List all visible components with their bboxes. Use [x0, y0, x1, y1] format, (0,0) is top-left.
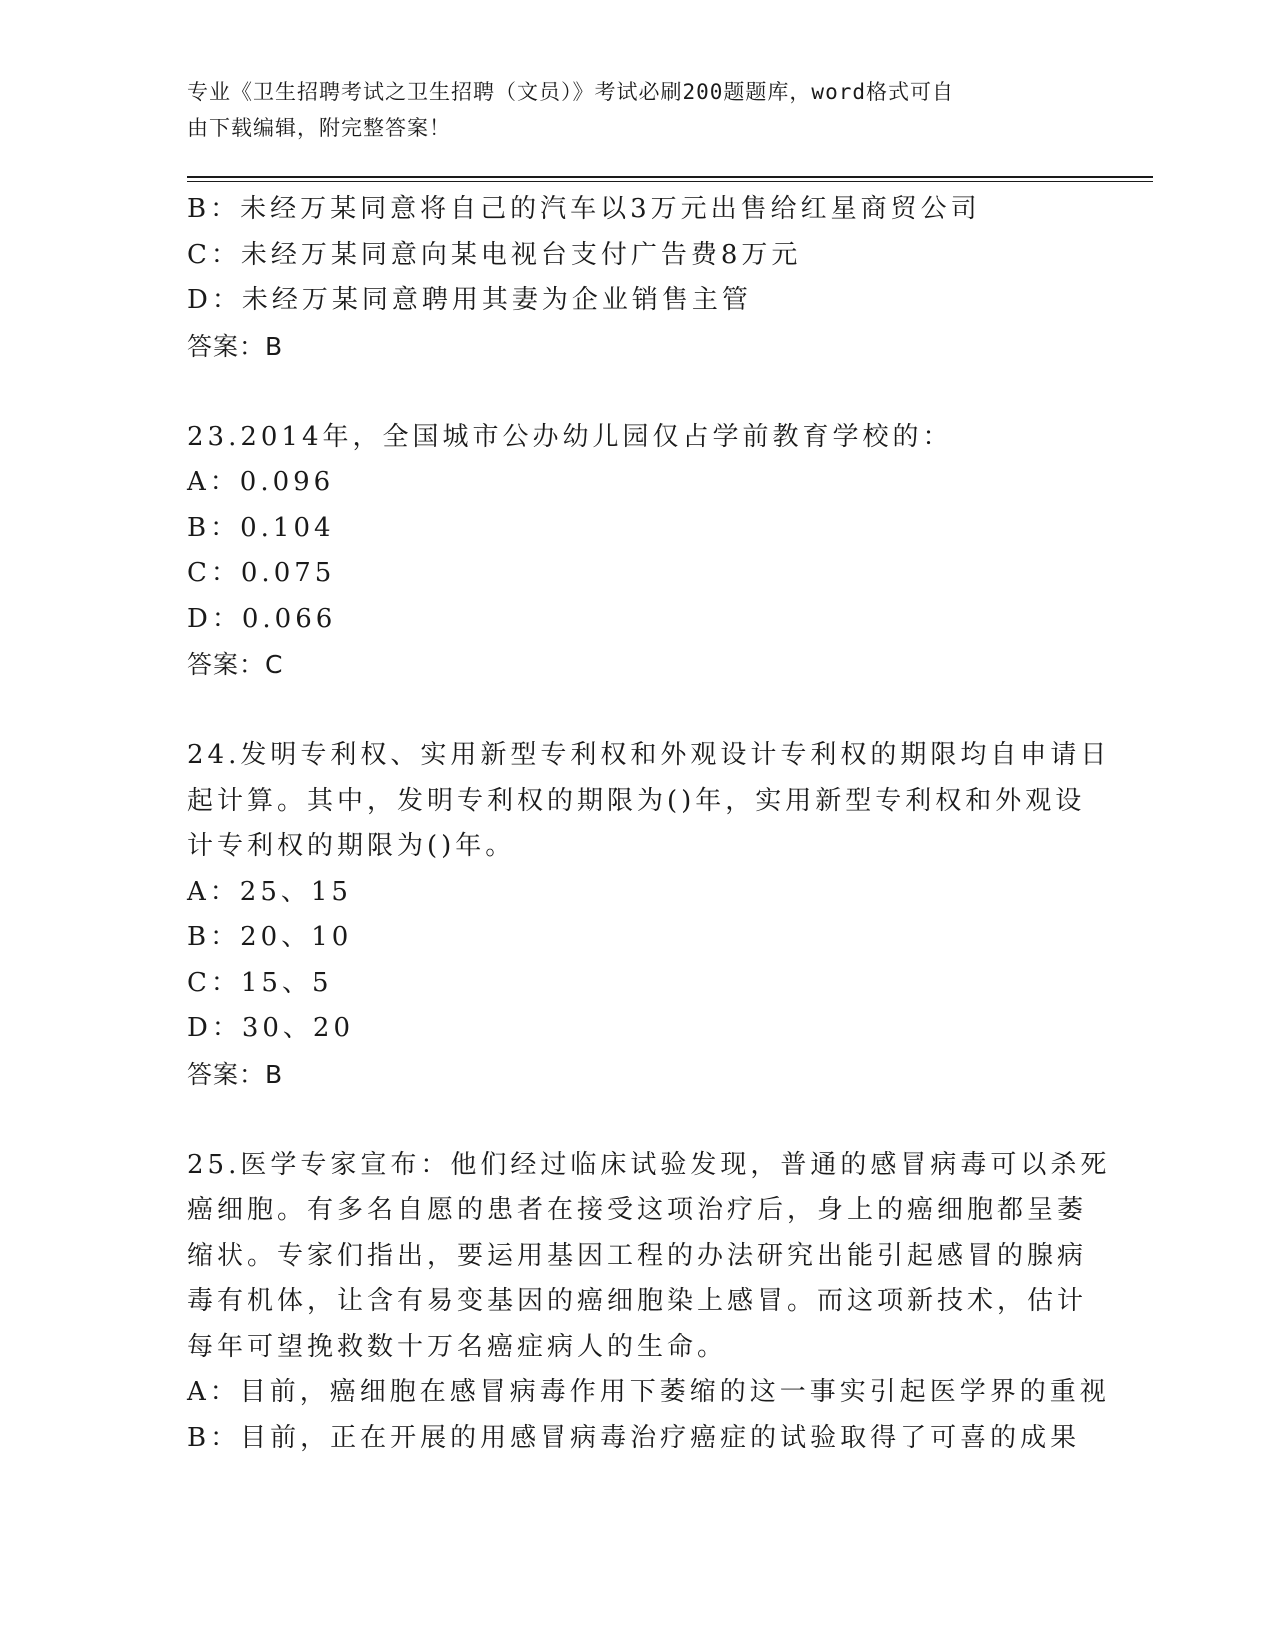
- question-stem-line-3: 缩状。专家们指出，要运用基因工程的办法研究出能引起感冒的腺病: [187, 1240, 1088, 1271]
- header-rule-thick: [187, 176, 1153, 178]
- spacer: [187, 1097, 1087, 1143]
- header-rule-thin: [187, 181, 1153, 182]
- question-stem-line-1: 25.医学专家宣布：他们经过临床试验发现，普通的感冒病毒可以杀死: [187, 1149, 1111, 1180]
- question-stem-line-4: 毒有机体，让含有易变基因的癌细胞染上感冒。而这项新技术，估计: [187, 1286, 1088, 1316]
- question-stem-line-5: 每年可望挽救数十万名癌症病人的生命。: [187, 1331, 728, 1362]
- option-b: B：未经万某同意将自己的汽车以3万元出售给红星商贸公司: [187, 194, 981, 224]
- question-23: [187, 415, 1087, 688]
- question-stem: 23.2014年，全国城市公办幼儿园仅占学前教育学校的：: [187, 421, 953, 452]
- answer-line: 答案：C: [187, 650, 284, 679]
- question-stem-line-1: 24.发明专利权、实用新型专利权和外观设计专利权的期限均自申请日: [187, 740, 1111, 770]
- option-b: B：0.104: [187, 512, 335, 543]
- question-25: [187, 1143, 1111, 1462]
- answer-line: 答案：B: [187, 331, 284, 361]
- option-d: D：30、20: [187, 1013, 355, 1043]
- option-d: D：0.066: [187, 603, 337, 634]
- document-header: [187, 74, 1067, 146]
- option-a: A：目前，癌细胞在感冒病毒作用下萎缩的这一事实引起医学界的重视: [187, 1377, 1110, 1407]
- header-line-2: 由下载编辑，附完整答案！: [187, 116, 451, 140]
- header-line-1: 专业《卫生招聘考试之卫生招聘（文员）》考试必刷200题题库，word格式可自: [187, 80, 954, 104]
- document-body: [187, 187, 1111, 1461]
- option-d: D：未经万某同意聘用其妻为企业销售主管: [187, 285, 752, 315]
- option-c: C：15、5: [187, 967, 333, 998]
- option-a: A：25、15: [187, 876, 352, 907]
- option-b: B：目前，正在开展的用感冒病毒治疗癌症的试验取得了可喜的成果: [187, 1422, 1081, 1453]
- question-stem-line-2: 起计算。其中，发明专利权的期限为()年，实用新型专利权和外观设: [187, 785, 1086, 816]
- option-a: A：0.096: [187, 467, 335, 497]
- option-c: C：未经万某同意向某电视台支付广告费8万元: [187, 239, 802, 270]
- spacer: [187, 688, 1087, 734]
- spacer: [187, 369, 1087, 415]
- question-stem-line-3: 计专利权的期限为()年。: [187, 831, 516, 861]
- question-stem-line-2: 癌细胞。有多名自愿的患者在接受这项治疗后，身上的癌细胞都呈萎: [187, 1195, 1088, 1225]
- option-c: C：0.075: [187, 558, 336, 588]
- question-24: [187, 733, 1111, 1097]
- option-b: B：20、10: [187, 922, 353, 952]
- answer-line: 答案：B: [187, 1059, 284, 1089]
- question-22-continued: [187, 187, 1087, 369]
